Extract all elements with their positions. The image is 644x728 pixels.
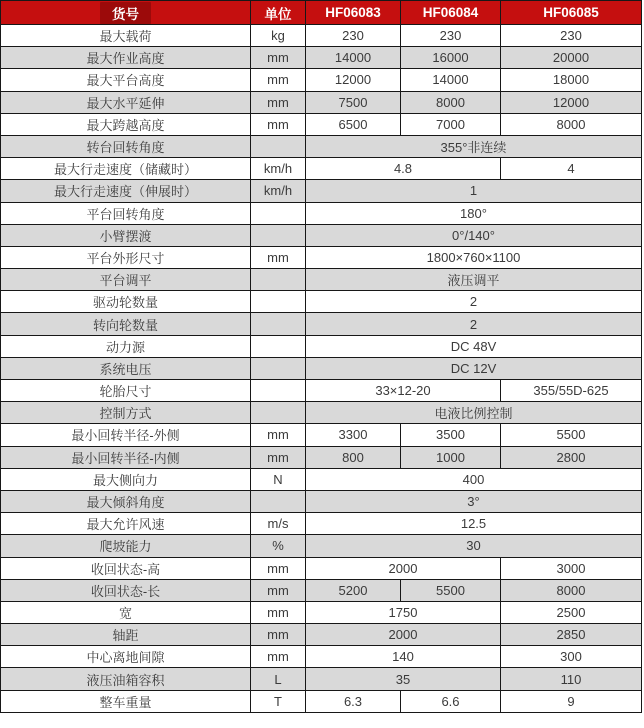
- value-cell: 2800: [501, 446, 642, 468]
- value-cell: 2500: [501, 601, 642, 623]
- unit-cell: mm: [251, 446, 306, 468]
- unit-cell: [251, 135, 306, 157]
- spec-row: [1, 579, 642, 601]
- value-cell: 12000: [501, 91, 642, 113]
- row-label: 转向轮数量: [1, 313, 251, 335]
- spec-row: [1, 380, 642, 402]
- spec-row: [1, 246, 642, 268]
- unit-cell: km/h: [251, 158, 306, 180]
- value-cell: 2000: [306, 557, 501, 579]
- value-cell: 2000: [306, 624, 501, 646]
- spec-row: [1, 158, 642, 180]
- value-cell: 6.6: [401, 690, 501, 712]
- spec-row: [1, 25, 642, 47]
- row-label: 最大作业高度: [1, 47, 251, 69]
- value-cell: 5500: [401, 579, 501, 601]
- row-label: 平台调平: [1, 269, 251, 291]
- value-cell: 1800×760×1100: [306, 246, 642, 268]
- row-label: 最小回转半径-外侧: [1, 424, 251, 446]
- value-cell: 1750: [306, 601, 501, 623]
- unit-cell: mm: [251, 557, 306, 579]
- unit-cell: [251, 335, 306, 357]
- value-cell: 3500: [401, 424, 501, 446]
- value-cell: 230: [501, 25, 642, 47]
- unit-cell: mm: [251, 424, 306, 446]
- value-cell: 230: [306, 25, 401, 47]
- unit-cell: kg: [251, 25, 306, 47]
- row-label: 驱动轮数量: [1, 291, 251, 313]
- value-cell: DC 12V: [306, 357, 642, 379]
- spec-row: [1, 135, 642, 157]
- row-label: 轮胎尺寸: [1, 380, 251, 402]
- spec-row: [1, 646, 642, 668]
- unit-cell: [251, 224, 306, 246]
- value-cell: 电液比例控制: [306, 402, 642, 424]
- row-label: 中心离地间隙: [1, 646, 251, 668]
- value-cell: 230: [401, 25, 501, 47]
- unit-cell: N: [251, 468, 306, 490]
- unit-cell: mm: [251, 579, 306, 601]
- value-cell: 5200: [306, 579, 401, 601]
- row-label: 最大侧向力: [1, 468, 251, 490]
- value-cell: 300: [501, 646, 642, 668]
- spec-row: [1, 624, 642, 646]
- row-label: 小臂摆渡: [1, 224, 251, 246]
- unit-cell: %: [251, 535, 306, 557]
- value-cell: 355/55D-625: [501, 380, 642, 402]
- value-cell: 800: [306, 446, 401, 468]
- header-model-2: HF06084: [401, 1, 501, 25]
- unit-cell: [251, 202, 306, 224]
- value-cell: 110: [501, 668, 642, 690]
- row-label: 动力源: [1, 335, 251, 357]
- row-label: 转台回转角度: [1, 135, 251, 157]
- value-cell: 8000: [501, 113, 642, 135]
- unit-cell: mm: [251, 646, 306, 668]
- row-label: 最大跨越高度: [1, 113, 251, 135]
- value-cell: 3°: [306, 490, 642, 512]
- spec-row: [1, 468, 642, 490]
- header-row: [1, 1, 642, 25]
- row-label: 最大行走速度（储藏时）: [1, 158, 251, 180]
- value-cell: 5500: [501, 424, 642, 446]
- value-cell: 4: [501, 158, 642, 180]
- value-cell: 14000: [306, 47, 401, 69]
- spec-row: [1, 446, 642, 468]
- unit-cell: km/h: [251, 180, 306, 202]
- value-cell: 14000: [401, 69, 501, 91]
- spec-row: [1, 557, 642, 579]
- value-cell: 3000: [501, 557, 642, 579]
- unit-cell: mm: [251, 69, 306, 91]
- value-cell: 18000: [501, 69, 642, 91]
- spec-row: [1, 357, 642, 379]
- value-cell: 140: [306, 646, 501, 668]
- row-label: 平台外形尺寸: [1, 246, 251, 268]
- unit-cell: [251, 380, 306, 402]
- spec-row: [1, 269, 642, 291]
- value-cell: 3300: [306, 424, 401, 446]
- unit-cell: [251, 291, 306, 313]
- spec-row: [1, 224, 642, 246]
- unit-cell: mm: [251, 91, 306, 113]
- spec-row: [1, 47, 642, 69]
- row-label: 最大允许风速: [1, 513, 251, 535]
- row-label: 收回状态-长: [1, 579, 251, 601]
- value-cell: 2: [306, 313, 642, 335]
- value-cell: 7000: [401, 113, 501, 135]
- unit-cell: mm: [251, 601, 306, 623]
- value-cell: 33×12-20: [306, 380, 501, 402]
- spec-row: [1, 490, 642, 512]
- unit-cell: mm: [251, 47, 306, 69]
- value-cell: 4.8: [306, 158, 501, 180]
- value-cell: 0°/140°: [306, 224, 642, 246]
- unit-cell: m/s: [251, 513, 306, 535]
- spec-row: [1, 601, 642, 623]
- spec-row: [1, 690, 642, 712]
- header-model-3: HF06085: [501, 1, 642, 25]
- unit-cell: [251, 269, 306, 291]
- row-label: 整车重量: [1, 690, 251, 712]
- unit-cell: [251, 402, 306, 424]
- row-label: 最大水平延伸: [1, 91, 251, 113]
- value-cell: 400: [306, 468, 642, 490]
- unit-cell: T: [251, 690, 306, 712]
- spec-row: [1, 113, 642, 135]
- row-label: 爬坡能力: [1, 535, 251, 557]
- spec-row: [1, 202, 642, 224]
- item-no-label: 货号: [100, 2, 151, 24]
- value-cell: 180°: [306, 202, 642, 224]
- spec-row: [1, 291, 642, 313]
- row-label: 系统电压: [1, 357, 251, 379]
- row-label: 最大载荷: [1, 25, 251, 47]
- unit-cell: [251, 313, 306, 335]
- row-label: 最大平台高度: [1, 69, 251, 91]
- unit-cell: mm: [251, 246, 306, 268]
- value-cell: 355°非连续: [306, 135, 642, 157]
- value-cell: 16000: [401, 47, 501, 69]
- value-cell: 液压调平: [306, 269, 642, 291]
- spec-row: [1, 668, 642, 690]
- header-item-no: [1, 1, 251, 25]
- unit-cell: mm: [251, 624, 306, 646]
- spec-row: [1, 335, 642, 357]
- unit-cell: L: [251, 668, 306, 690]
- row-label: 最小回转半径-内侧: [1, 446, 251, 468]
- value-cell: 8000: [501, 579, 642, 601]
- value-cell: 20000: [501, 47, 642, 69]
- value-cell: 1: [306, 180, 642, 202]
- row-label: 最大行走速度（伸展时）: [1, 180, 251, 202]
- value-cell: 2850: [501, 624, 642, 646]
- row-label: 收回状态-高: [1, 557, 251, 579]
- unit-cell: mm: [251, 113, 306, 135]
- unit-cell: [251, 357, 306, 379]
- value-cell: DC 48V: [306, 335, 642, 357]
- row-label: 液压油箱容积: [1, 668, 251, 690]
- spec-row: [1, 313, 642, 335]
- spec-row: [1, 180, 642, 202]
- row-label: 最大倾斜角度: [1, 490, 251, 512]
- value-cell: 7500: [306, 91, 401, 113]
- spec-row: [1, 535, 642, 557]
- value-cell: 12.5: [306, 513, 642, 535]
- value-cell: 8000: [401, 91, 501, 113]
- spec-row: [1, 402, 642, 424]
- row-label: 平台回转角度: [1, 202, 251, 224]
- value-cell: 30: [306, 535, 642, 557]
- value-cell: 6.3: [306, 690, 401, 712]
- header-model-1: HF06083: [306, 1, 401, 25]
- value-cell: 12000: [306, 69, 401, 91]
- value-cell: 2: [306, 291, 642, 313]
- spec-row: [1, 91, 642, 113]
- unit-cell: [251, 490, 306, 512]
- value-cell: 6500: [306, 113, 401, 135]
- row-label: 控制方式: [1, 402, 251, 424]
- spec-row: [1, 69, 642, 91]
- value-cell: 35: [306, 668, 501, 690]
- spec-row: [1, 424, 642, 446]
- header-unit: 单位: [251, 1, 306, 25]
- row-label: 轴距: [1, 624, 251, 646]
- spec-row: [1, 513, 642, 535]
- row-label: 宽: [1, 601, 251, 623]
- value-cell: 1000: [401, 446, 501, 468]
- value-cell: 9: [501, 690, 642, 712]
